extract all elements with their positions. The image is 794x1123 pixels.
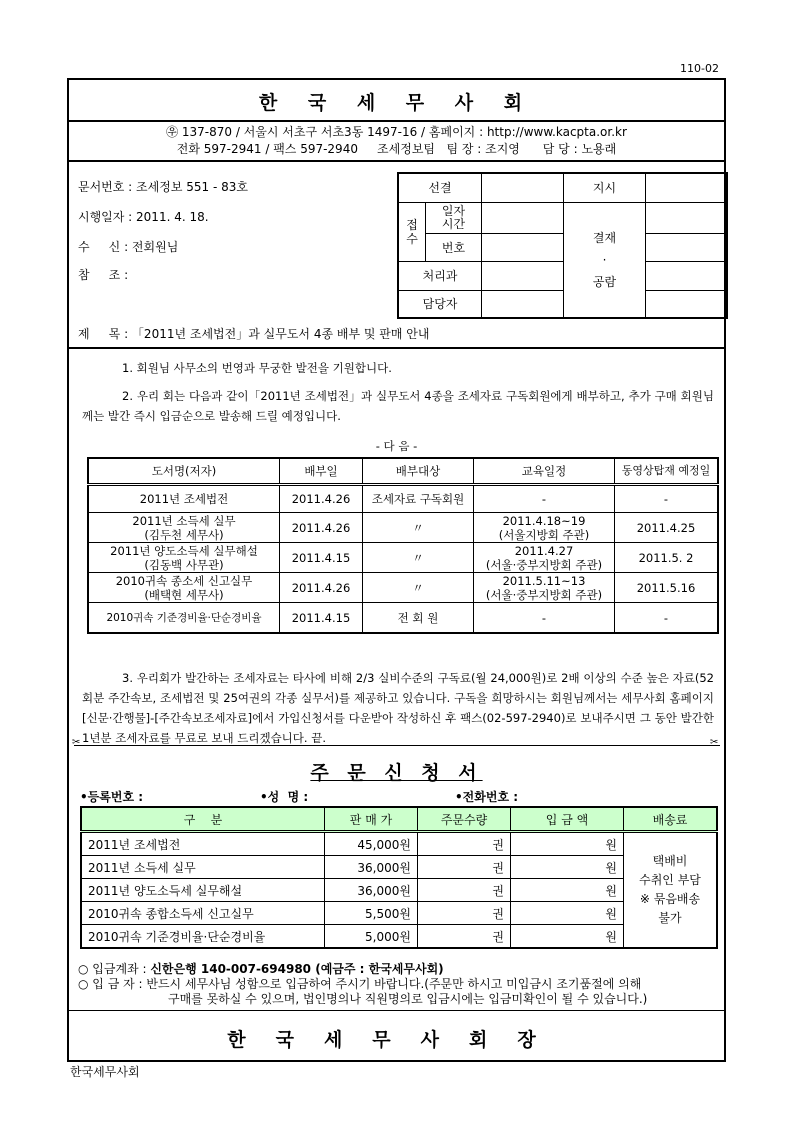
damdangja-cell[interactable] <box>482 290 564 318</box>
table-cell: 2011.4.26 <box>280 513 363 543</box>
order-amount-input[interactable]: 원 <box>511 902 624 925</box>
order-price: 5,000원 <box>325 925 418 949</box>
order-item: 2010귀속 기준경비율·단순경비율 <box>81 925 325 949</box>
paragraph-1: 1. 회원님 사무소의 번영과 무궁한 발전을 기원합니다. <box>122 361 392 375</box>
order-quantity-input[interactable]: 권 <box>418 832 511 856</box>
signature: 한국세무사회장 <box>227 1029 566 1051</box>
table-row <box>88 485 718 513</box>
recipient: 수 신 : 전회원님 <box>78 240 179 254</box>
order-quantity-input[interactable]: 권 <box>418 879 511 902</box>
order-price: 36,000원 <box>325 856 418 879</box>
approval-table <box>397 172 728 319</box>
cut-line <box>74 745 720 746</box>
issue-date: 시행일자 : 2011. 4. 18. <box>78 210 209 224</box>
order-amount-input[interactable]: 원 <box>511 832 624 856</box>
order-amount-input[interactable]: 원 <box>511 879 624 902</box>
order-form-title: 주 문 신 청 서 <box>310 762 483 784</box>
field-name[interactable]: •성 명 : <box>260 790 309 804</box>
payer-line-2: 구매를 못하실 수 있으며, 법인명의나 직원명의로 입금시에는 입금미확인이 될 수 있습니다.) <box>168 992 648 1006</box>
order-quantity-input[interactable]: 권 <box>418 925 511 949</box>
order-row <box>81 832 717 856</box>
org-title: 한 국 세 무 사 회 <box>258 92 535 114</box>
table-cell: - <box>474 485 615 513</box>
contact-line: 전화 597-2941 / 팩스 597-2940 조세정보팀 팀 장 : 조지영 담 당 : 노용래 <box>176 142 617 156</box>
divider <box>67 160 726 162</box>
paragraph-3: 3. 우리회가 발간하는 조세자료는 타사에 비해 2/3 실비수준의 구독료(월 24,000원)로 2배 이상의 수준 높은 자료(52회분 주간속보, 조세법전 및 25여권의 각종 실무서)를 제공하고 있습니다. 구독을 희망하시는 회원님께서는 세무사회 홈페이지 [신문·간행물]-[주간속보조세자료]에서 가입신청서를 다운받아 작성하신 후 팩스(02-597-2940)로 보내주시면 그 동안 발간한 1년분 조세자료를 무료로 보내 드리겠습니다. 끝. <box>82 671 714 745</box>
books-table <box>87 457 719 634</box>
order-table <box>80 806 718 949</box>
jeopsu-label: 접 수 <box>398 202 426 261</box>
table-cell: 전 회 원 <box>363 603 474 634</box>
gyeoljae-cell-1[interactable] <box>646 202 728 233</box>
divider <box>67 347 726 349</box>
order-row <box>81 925 717 949</box>
order-price: 45,000원 <box>325 832 418 856</box>
table-cell: 2011년 조세법전 <box>88 485 280 513</box>
table-row <box>88 543 718 573</box>
table-row <box>88 603 718 634</box>
payment-info <box>78 962 718 1007</box>
order-price: 36,000원 <box>325 879 418 902</box>
table-row <box>88 513 718 543</box>
order-amount-input[interactable]: 원 <box>511 856 624 879</box>
divider <box>69 1010 724 1011</box>
field-phone[interactable]: •전화번호 : <box>455 790 519 804</box>
reference: 참 조 : <box>78 268 129 282</box>
table-cell: 2011.4.15 <box>280 543 363 573</box>
order-row <box>81 879 717 902</box>
seongyeol-cell[interactable] <box>482 173 564 202</box>
bottom-label: 한국세무사회 <box>70 1065 140 1079</box>
table-cell: 2011.4.18~19 (서울지방회 주관) <box>474 513 615 543</box>
ilja-sigan-label: 일자 시간 <box>426 202 482 233</box>
table-cell: 2010귀속 종소세 신고실무 (배택현 세무사) <box>88 573 280 603</box>
beonho-label: 번호 <box>426 233 482 261</box>
shipping-note: 택배비 수취인 부담 ※ 묶음배송 불가 <box>624 832 718 949</box>
account-line: ○ 입금계좌 : 신한은행 140-007-694980 (예금주 : 한국세무사회) <box>78 962 444 976</box>
account-value: 신한은행 140-007-694980 (예금주 : 한국세무사회) <box>150 962 444 976</box>
col-header: 입 금 액 <box>511 807 624 832</box>
scissors-icon: ✂ <box>710 737 719 748</box>
paragraph-2: 2. 우리 회는 다음과 같이「2011년 조세법전」과 실무도서 4종을 조세자료 구독회원에게 배부하고, 추가 구매 회원님께는 발간 즉시 입금순으로 발송해 드릴 예정입니다. <box>82 389 714 423</box>
order-row <box>81 856 717 879</box>
table-cell: - <box>474 603 615 634</box>
table-cell: 〃 <box>363 513 474 543</box>
table-cell: 2011.4.26 <box>280 485 363 513</box>
gyeoljae-cell-4[interactable] <box>646 290 728 318</box>
document-code: 110-02 <box>680 62 719 75</box>
cheorigwa-cell[interactable] <box>482 261 564 290</box>
col-header: 동영상탑재 예정일 <box>615 458 719 485</box>
order-item: 2011년 조세법전 <box>81 832 325 856</box>
jisi-label: 지시 <box>564 173 646 202</box>
table-cell: - <box>615 485 719 513</box>
table-cell: 2011년 양도소득세 실무해설 (김동백 사무관) <box>88 543 280 573</box>
order-item: 2011년 소득세 실무 <box>81 856 325 879</box>
table-cell: 〃 <box>363 543 474 573</box>
col-header: 교육일정 <box>474 458 615 485</box>
gyeoljae-cell-3[interactable] <box>646 261 728 290</box>
table-cell: 〃 <box>363 573 474 603</box>
seongyeol-label: 선결 <box>398 173 482 202</box>
gyeoljae-cell-2[interactable] <box>646 233 728 261</box>
col-header: 배부일 <box>280 458 363 485</box>
title-box <box>67 78 726 122</box>
table-cell: 조세자료 구독회원 <box>363 485 474 513</box>
col-header: 주문수량 <box>418 807 511 832</box>
address-block <box>67 124 726 158</box>
table-cell: 2011.4.25 <box>615 513 719 543</box>
field-registration-number[interactable]: •등록번호 : <box>80 790 144 804</box>
table-cell: 2011.4.26 <box>280 573 363 603</box>
col-header: 판 매 가 <box>325 807 418 832</box>
jisi-cell[interactable] <box>646 173 728 202</box>
order-quantity-input[interactable]: 권 <box>418 856 511 879</box>
order-amount-input[interactable]: 원 <box>511 925 624 949</box>
table-cell: 2011.5.11~13 (서울·중부지방회 주관) <box>474 573 615 603</box>
table-cell: 2011.5.16 <box>615 573 719 603</box>
col-header: 배부대상 <box>363 458 474 485</box>
table-cell: 2010귀속 기준경비율·단순경비율 <box>88 603 280 634</box>
col-header: 도서명(저자) <box>88 458 280 485</box>
table-cell: 2011년 소득세 실무 (김두천 세무사) <box>88 513 280 543</box>
cheorigwa-label: 처리과 <box>398 261 482 290</box>
address-line: ㉾ 137-870 / 서울시 서초구 서초3동 1497-16 / 홈페이지 : http://www.kacpta.or.kr <box>166 125 627 139</box>
damdangja-label: 담당자 <box>398 290 482 318</box>
doc-number: 문서번호 : 조세정보 551 - 83호 <box>78 180 248 194</box>
daum-heading: - 다 음 - <box>375 439 418 453</box>
order-row <box>81 902 717 925</box>
table-row <box>88 573 718 603</box>
scissors-icon: ✂ <box>72 737 81 748</box>
gyeoljae-label: 결재 · 공람 <box>564 202 646 318</box>
subject: 제 목 : 「2011년 조세법전」과 실무도서 4종 배부 및 판매 안내 <box>78 327 430 341</box>
table-cell: 2011.4.15 <box>280 603 363 634</box>
payer-line: ○ 입 금 자 : 반드시 세무사님 성함으로 입금하여 주시기 바랍니다.(주문만 하시고 미입금시 조기품절에 의해 <box>78 977 642 991</box>
order-quantity-input[interactable]: 권 <box>418 902 511 925</box>
order-price: 5,500원 <box>325 902 418 925</box>
table-cell: 2011.5. 2 <box>615 543 719 573</box>
beonho-cell[interactable] <box>482 233 564 261</box>
order-item: 2010귀속 종합소득세 신고실무 <box>81 902 325 925</box>
col-header: 구 분 <box>81 807 325 832</box>
table-cell: - <box>615 603 719 634</box>
ilja-cell[interactable] <box>482 202 564 233</box>
col-header: 배송료 <box>624 807 718 832</box>
order-item: 2011년 양도소득세 실무해설 <box>81 879 325 902</box>
table-cell: 2011.4.27 (서울·중부지방회 주관) <box>474 543 615 573</box>
